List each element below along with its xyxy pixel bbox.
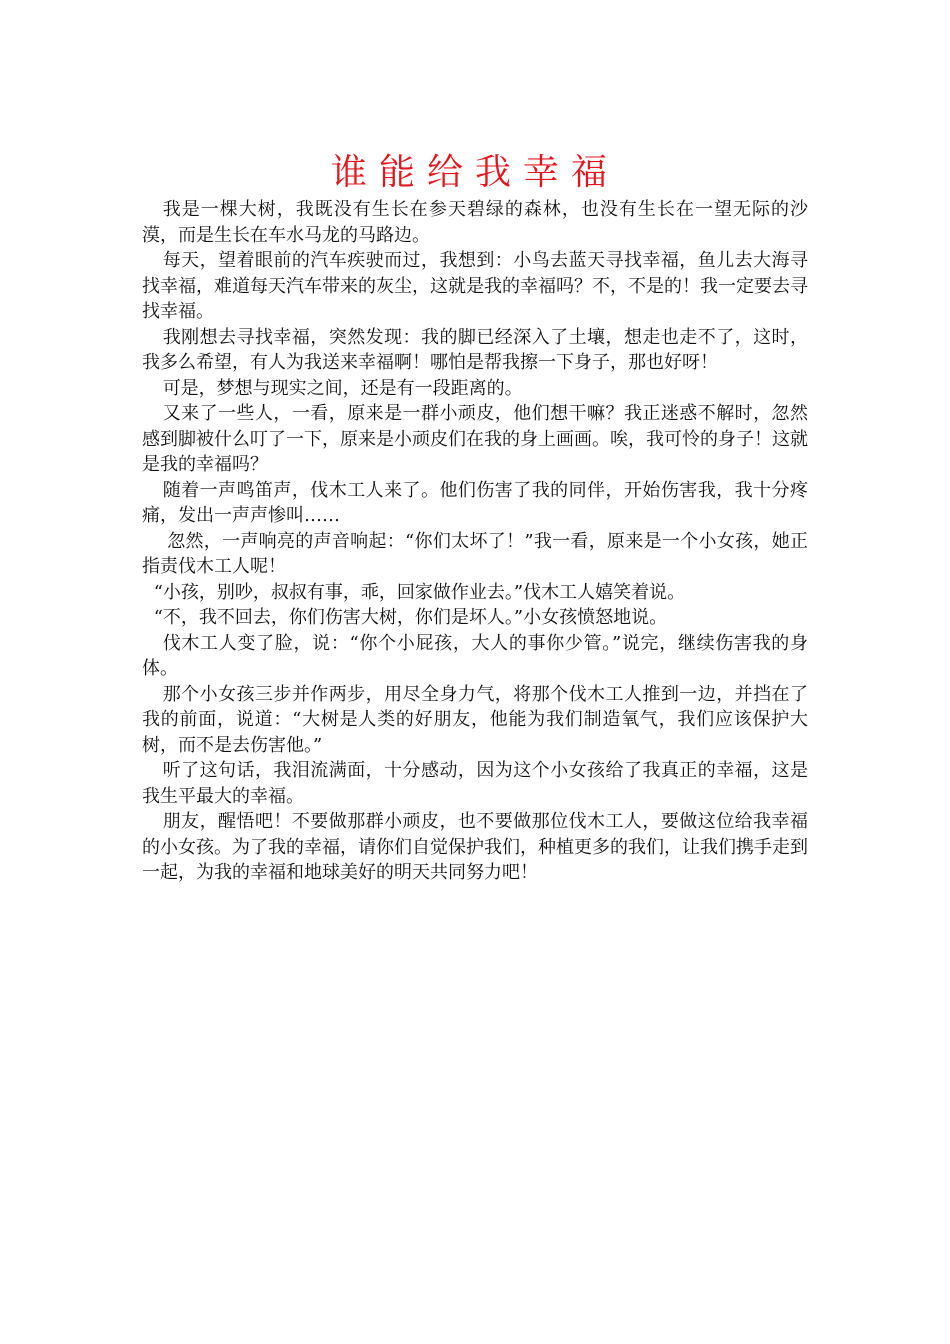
paragraph-12: 听了这句话，我泪流满面，十分感动，因为这个小女孩给了我真正的幸福，这是我生平最大的幸福。 xyxy=(142,760,808,807)
paragraph-11: 那个小女孩三步并作两步，用尽全身力气，将那个伐木工人推到一边，并挡在了我的前面，说道：“大树是人类的好朋友，他能为我们制造氧气，我们应该保护大树，而不是去伤害他。” xyxy=(142,683,808,756)
document-body xyxy=(142,197,808,886)
paragraph-7: 忽然，一声响亮的声音响起：“你们太坏了！”我一看，原来是一个小女孩，她正指责伐木工人呢！ xyxy=(142,530,808,577)
paragraph-6: 随着一声鸣笛声，伐木工人来了。他们伤害了我的同伴，开始伤害我，我十分疼痛，发出一声声惨叫…… xyxy=(142,479,808,526)
paragraph-2: 每天，望着眼前的汽车疾驶而过，我想到：小鸟去蓝天寻找幸福，鱼儿去大海寻找幸福，难道每天汽车带来的灰尘，这就是我的幸福吗？不，不是的！我一定要去寻找幸福。 xyxy=(142,250,808,322)
paragraph-8: “小孩，别吵，叔叔有事，乖，回家做作业去。”伐木工人嬉笑着说。 xyxy=(153,581,686,603)
paragraph-9: “不，我不回去，你们伤害大树，你们是坏人。”小女孩愤怒地说。 xyxy=(153,607,668,628)
paragraph-10: 伐木工人变了脸，说：“你个小屁孩，大人的事你少管。”说完，继续伤害我的身体。 xyxy=(142,632,808,679)
paragraph-3: 我刚想去寻找幸福，突然发现：我的脚已经深入了土壤，想走也走不了，这时，我多么希望，有人为我送来幸福啊！哪怕是帮我擦一下身子，那也好呀！ xyxy=(142,326,808,373)
paragraph-13: 朋友，醒悟吧！不要做那群小顽皮，也不要做那位伐木工人，要做这位给我幸福的小女孩。为了我的幸福，请你们自觉保护我们，种植更多的我们，让我们携手走到一起，为我的幸福和地球美好的明天共同努力吧！ xyxy=(142,811,808,883)
document-title: 谁能给我幸福 xyxy=(330,152,619,193)
paragraph-5: 又来了一些人，一看，原来是一群小顽皮，他们想干嘛？我正迷惑不解时，忽然感到脚被什么叮了一下，原来是小顽皮们在我的身上画画。唉，我可怜的身子！这就是我的幸福吗？ xyxy=(142,403,808,475)
paragraph-4: 可是，梦想与现实之间，还是有一段距离的。 xyxy=(162,377,523,399)
paragraph-1: 我是一棵大树，我既没有生长在参天碧绿的森林，也没有生长在一望无际的沙漠，而是生长在车水马龙的马路边。 xyxy=(142,199,808,246)
